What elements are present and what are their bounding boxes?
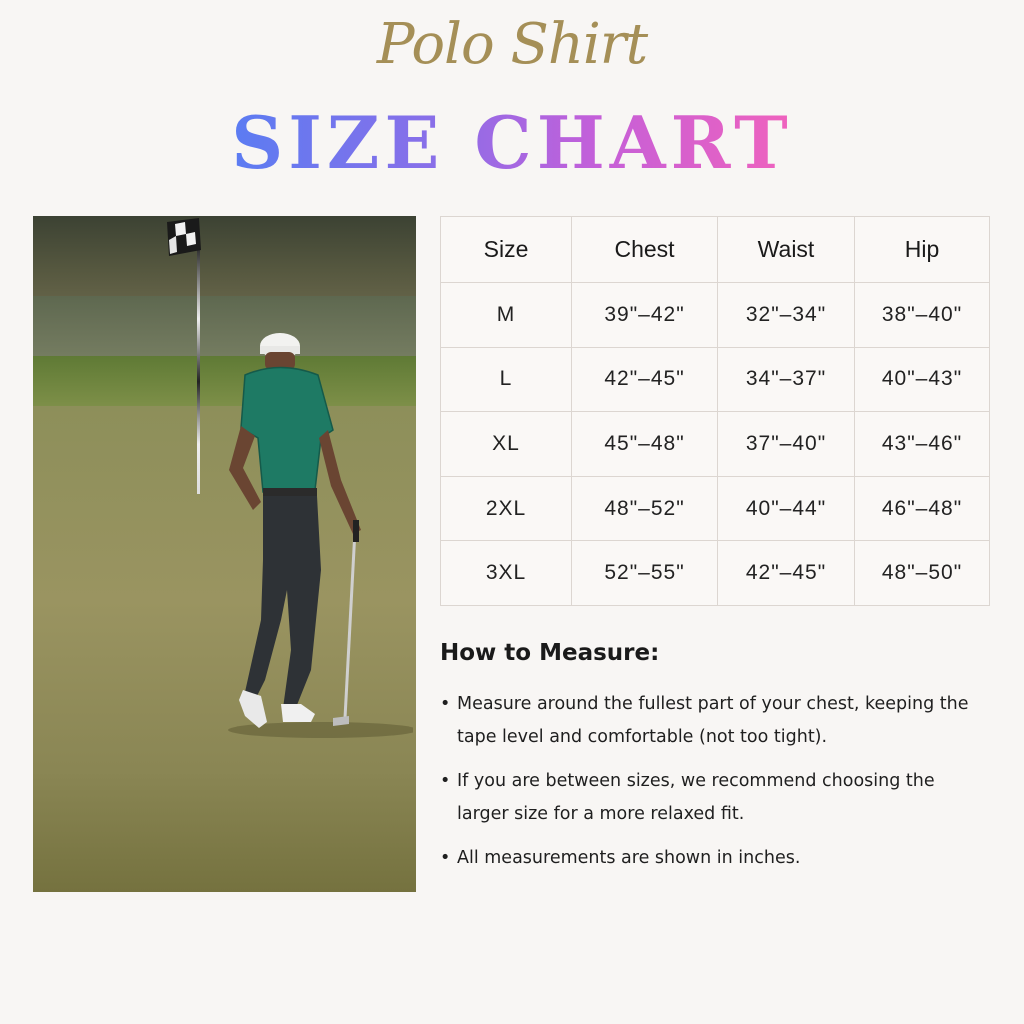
hip-cell: 38"–40"	[855, 283, 990, 348]
hip-cell: 43"–46"	[855, 412, 990, 477]
header-hip: Hip	[855, 217, 990, 283]
chest-cell: 52"–55"	[572, 541, 718, 606]
size-cell: XL	[441, 412, 572, 477]
golfer-photo	[33, 216, 416, 892]
table-row	[441, 412, 990, 477]
chest-cell: 45"–48"	[572, 412, 718, 477]
page-title	[0, 100, 1024, 186]
list-item	[440, 842, 997, 875]
size-cell: 2XL	[441, 476, 572, 541]
chest-cell: 42"–45"	[572, 347, 718, 412]
waist-cell: 32"–34"	[718, 283, 855, 348]
measure-instructions	[440, 688, 1010, 887]
table-row	[441, 476, 990, 541]
hip-cell: 46"–48"	[855, 476, 990, 541]
bullet-icon: •	[440, 848, 451, 868]
table-row	[441, 541, 990, 606]
table-row	[441, 347, 990, 412]
chest-cell: 48"–52"	[572, 476, 718, 541]
size-cell: L	[441, 347, 572, 412]
header-waist: Waist	[718, 217, 855, 283]
size-cell: M	[441, 283, 572, 348]
bullet-icon: •	[440, 771, 451, 791]
hip-cell: 40"–43"	[855, 347, 990, 412]
measure-instruction: If you are between sizes, we recommend choosing the larger size for a more relaxed fit.	[457, 771, 935, 824]
waist-cell: 42"–45"	[718, 541, 855, 606]
list-item	[440, 765, 987, 830]
script-title: Polo Shirt	[376, 12, 648, 77]
measure-instruction: All measurements are shown in inches.	[457, 848, 801, 868]
hip-cell: 48"–50"	[855, 541, 990, 606]
waist-cell: 37"–40"	[718, 412, 855, 477]
bullet-icon: •	[440, 694, 451, 714]
chest-cell: 39"–42"	[572, 283, 718, 348]
header-chest: Chest	[572, 217, 718, 283]
golfer-icon	[183, 320, 413, 740]
list-item	[440, 688, 997, 753]
size-cell: 3XL	[441, 541, 572, 606]
size-table	[440, 216, 990, 606]
measure-instruction: Measure around the fullest part of your chest, keeping the tape level and comfortable (not too tight).	[457, 694, 969, 747]
header-size: Size	[441, 217, 572, 283]
golf-flag-icon	[135, 216, 205, 266]
how-to-measure-heading: How to Measure:	[440, 640, 660, 666]
table-header-row	[441, 217, 990, 283]
table-row	[441, 283, 990, 348]
page-title-text: SIZE CHART	[231, 100, 793, 185]
waist-cell: 40"–44"	[718, 476, 855, 541]
waist-cell: 34"–37"	[718, 347, 855, 412]
